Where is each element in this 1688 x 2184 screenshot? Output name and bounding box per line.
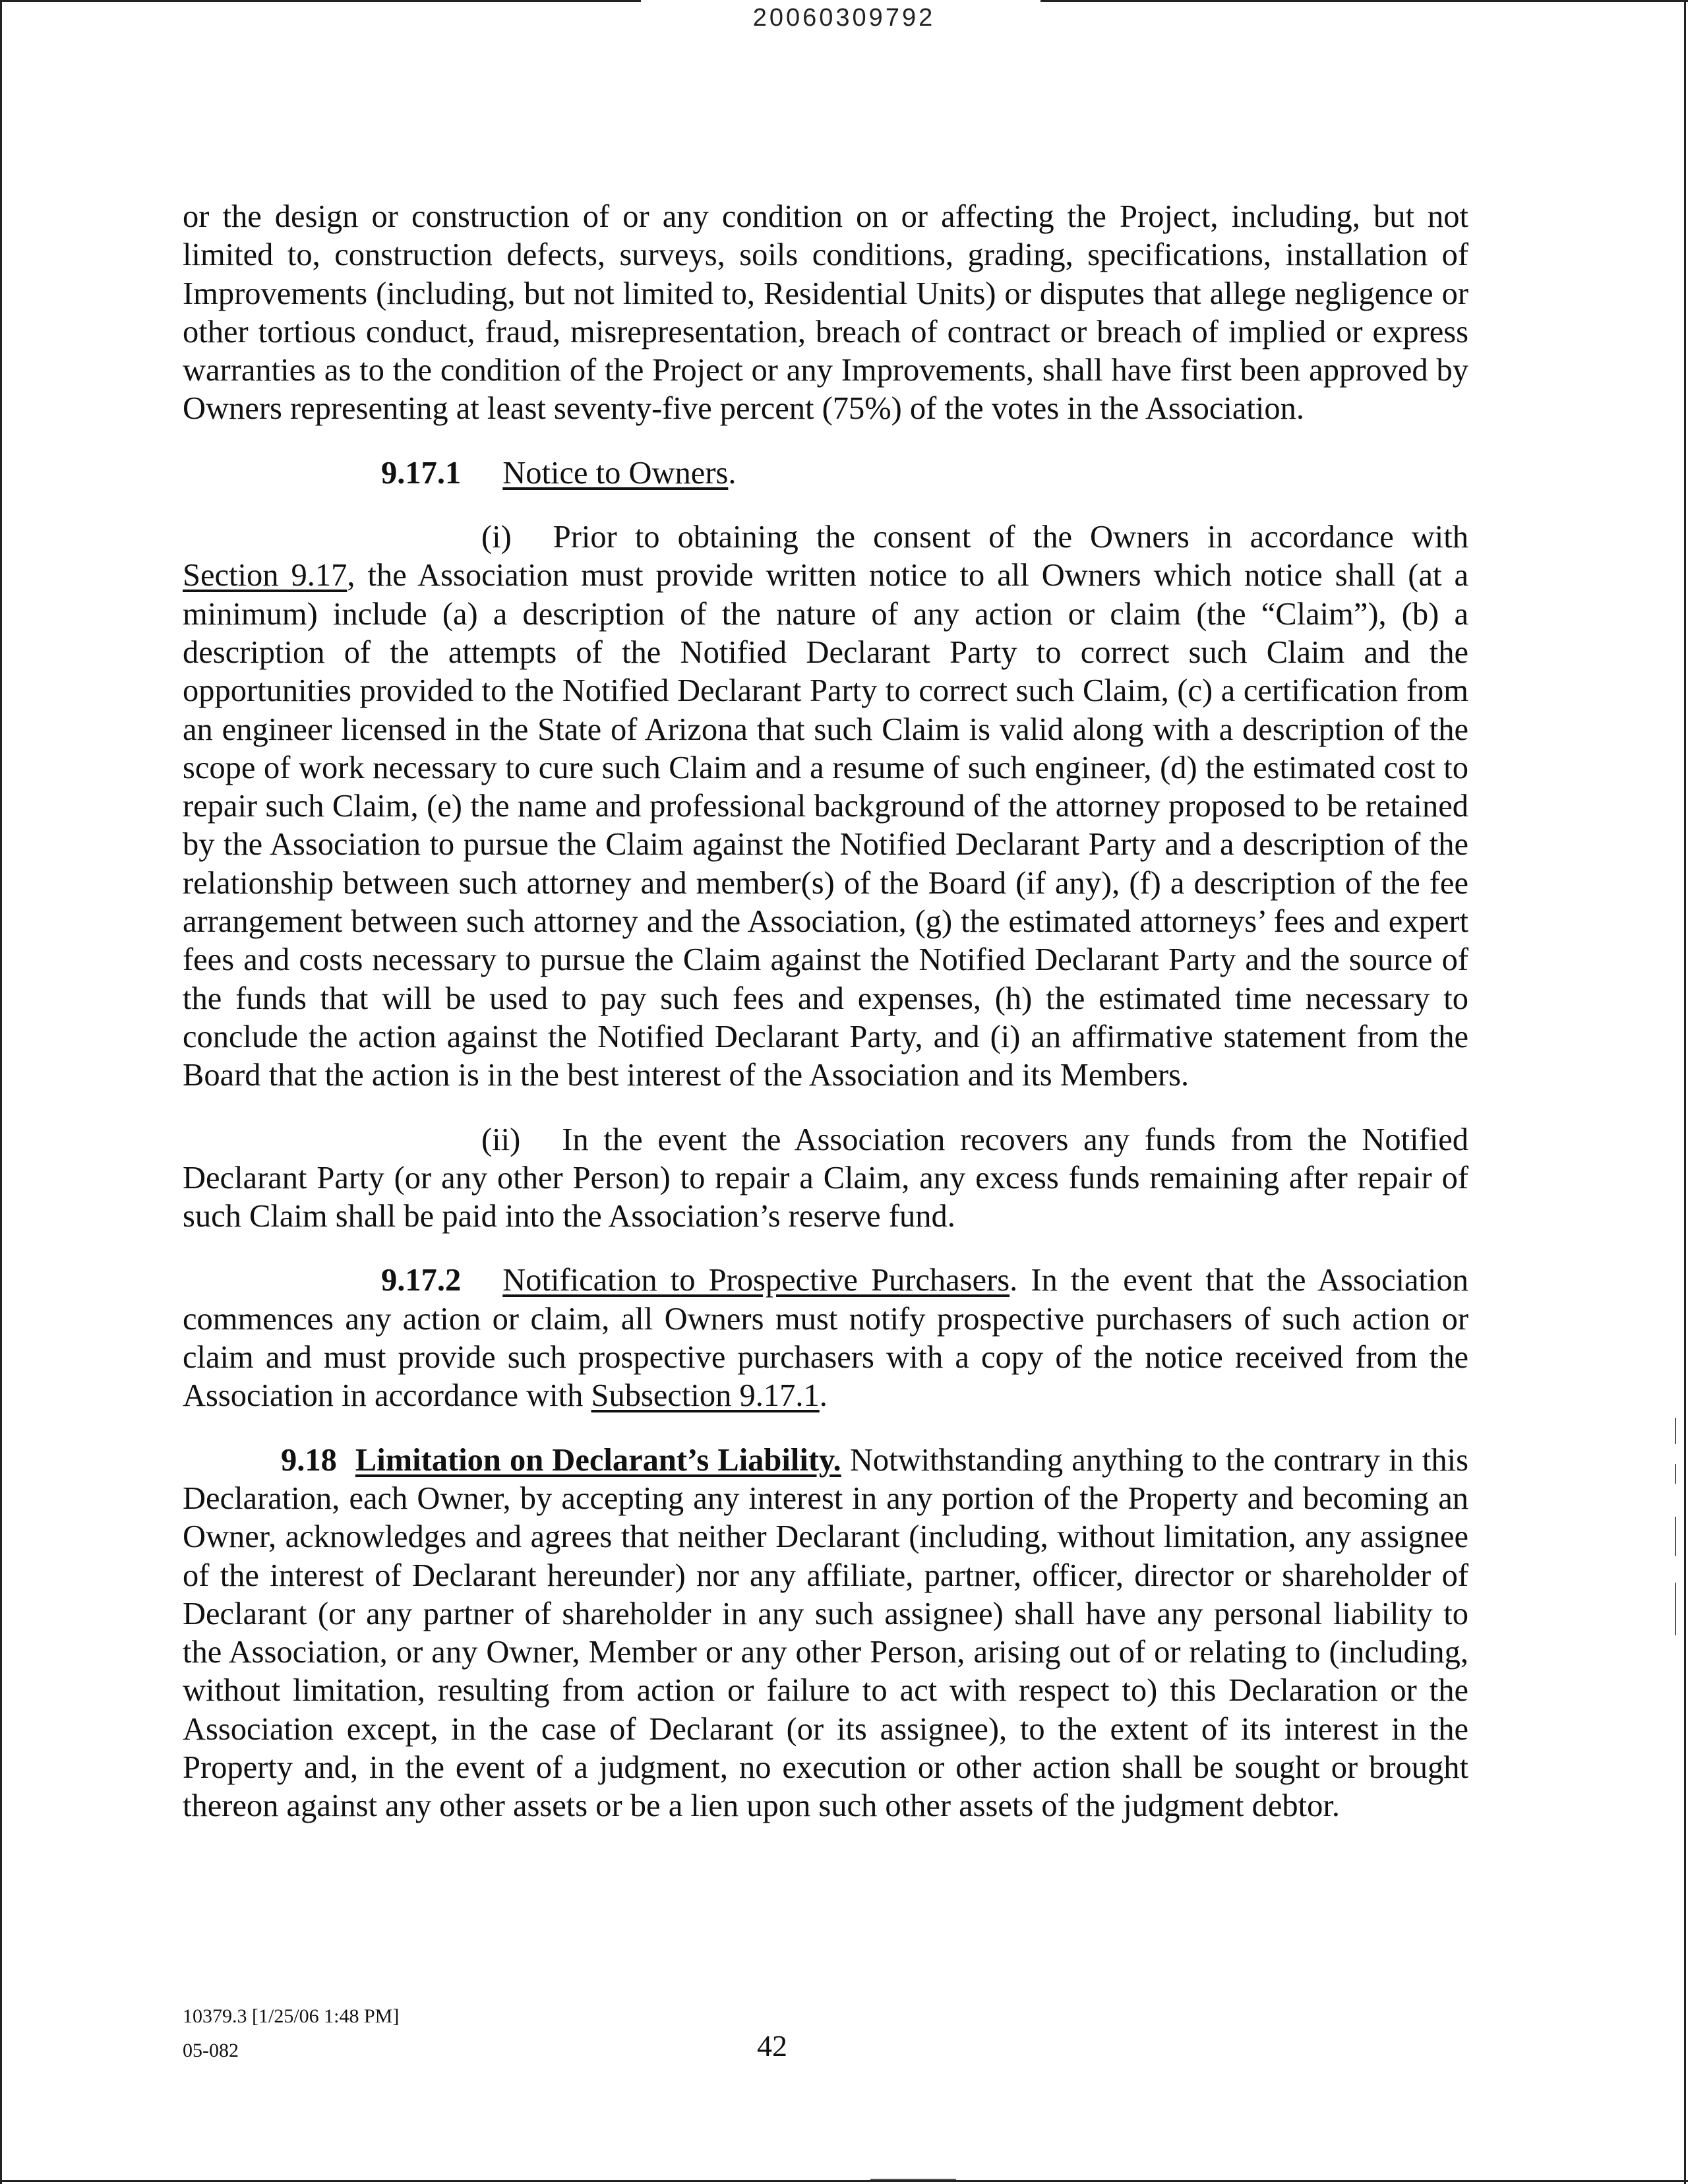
recording-number: 20060309792 (752, 4, 936, 32)
section-reference: Section 9.17 (183, 558, 347, 593)
item-text-rest: , the Association must provide written notice to all Owners which notice shall (at a minimum) include (a) a description of the nature of any action or claim (the “Claim”), (b) a description of the attempts of the Notified Declarant Party to correct such Claim and the opportunities provided to the Notified Declarant Party to correct such Claim, (c) a certification from an engineer licensed in the State of Arizona that such Claim is valid along with a description of the scope of work necessary to cure such Claim and a resume of such engineer, (d) the estimated cost to repair such Claim, (e) the name and professional background of the attorney proposed to be retained by the Association to pursue the Claim against the Notified Declarant Party and a description of the relationship between such attorney and member(s) of the Board (if any), (f) a description of the fee arrangement between such attorney and the Association, (g) the estimated attorneys’ fees and expert fees and costs necessary to pursue the Claim against the Notified Declarant Party and the source of the funds that will be used to pay such fees and expenses, (h) the estimated time necessary to conclude the action against the Notified Declarant Party, and (i) an affirmative statement from the Board that the action is in the best interest of the Association and its Members. (183, 558, 1468, 1093)
item-i-paragraph (183, 518, 1468, 1095)
top-border-right (1040, 0, 1688, 2)
page-number: 42 (757, 2029, 787, 2063)
scan-mark (1675, 1464, 1676, 1484)
subsection-9-17-1-heading (183, 454, 1468, 493)
subsection-title: Notification to Prospective Purchasers (502, 1263, 1010, 1298)
spacer (183, 1095, 1468, 1121)
subsection-reference: Subsection 9.17.1 (591, 1378, 820, 1414)
subsection-number: 9.17.2 (381, 1263, 462, 1298)
item-text: In the event the Association recovers any funds from the Notified Declarant Party (or any other Person) to repair a Claim, any excess funds remaining after repair of such Claim shall be paid into the Association’s reserve fund. (183, 1122, 1468, 1234)
subsection-text-start: . In the event that the Association commences any action or claim, all Owners must notify prospective purchasers of such action or claim and must provide such prospective purchasers with a copy of the notice received from the Association in accordance with (183, 1263, 1468, 1414)
spacer (183, 1416, 1468, 1441)
bottom-border (0, 2180, 1688, 2182)
document-body (183, 198, 1468, 1826)
subsection-text-end: . (819, 1378, 828, 1414)
footer-matter-number: 05-082 (183, 2040, 239, 2061)
section-title: Limitation on Declarant’s Liability. (355, 1442, 841, 1478)
scan-mark (870, 2179, 956, 2180)
item-marker: (ii) (481, 1122, 521, 1157)
subsection-title-end: . (728, 455, 737, 491)
section-text: Notwithstanding anything to the contrary in this Declaration, each Owner, by accepting any interest in any portion of the Property and becoming an Owner, acknowledges and agrees that neither Declarant (including, without limitation, any assignee of the interest of Declarant hereunder) nor any affiliate, partner, officer, director or shareholder of Declarant (or any partner of shareholder in any such assignee) shall have any personal liability to the Association, or any Owner, Member or any other Person, arising out of or relating to (including, without limitation, resulting from action or failure to act with respect to) this Declaration or the Association except, in the case of Declarant (or its assignee), to the extent of its interest in the Property and, in the event of a judgment, no execution or other action shall be sought or brought thereon against any other assets or be a lien upon such other assets of the judgment debtor. (183, 1442, 1468, 1824)
item-marker: (i) (481, 520, 512, 555)
section-number: 9.18 (281, 1442, 337, 1478)
scan-mark (1675, 1517, 1676, 1556)
item-ii-paragraph (183, 1121, 1468, 1236)
section-9-18-paragraph (183, 1441, 1468, 1826)
left-border (0, 0, 2, 2184)
scan-mark (1675, 1418, 1676, 1444)
footer-doc-version: 10379.3 [1/25/06 1:48 PM] (183, 2005, 400, 2027)
spacer (183, 493, 1468, 518)
spacer (183, 429, 1468, 454)
item-text-start: Prior to obtaining the consent of the Owners in accordance with (553, 520, 1468, 555)
right-border (1684, 0, 1686, 2184)
subsection-9-17-2-paragraph (183, 1261, 1468, 1415)
top-border-left (0, 0, 641, 2)
subsection-title: Notice to Owners (502, 455, 729, 491)
scan-mark (1675, 1583, 1676, 1635)
intro-paragraph: or the design or construction of or any condition on or affecting the Project, including, but not limited to, construction defects, surveys, soils conditions, grading, specifications, installation of Improvements (including, but not limited to, Residential Units) or disputes that allege negligence or other tortious conduct, fraud, misrepresentation, breach of contract or breach of implied or express warranties as to the condition of the Project or any Improvements, shall have first been approved by Owners representing at least seventy-five percent (75%) of the votes in the Association. (183, 199, 1468, 427)
spacer (183, 1236, 1468, 1261)
footer-document-id (183, 1999, 399, 2068)
subsection-number: 9.17.1 (381, 455, 462, 491)
